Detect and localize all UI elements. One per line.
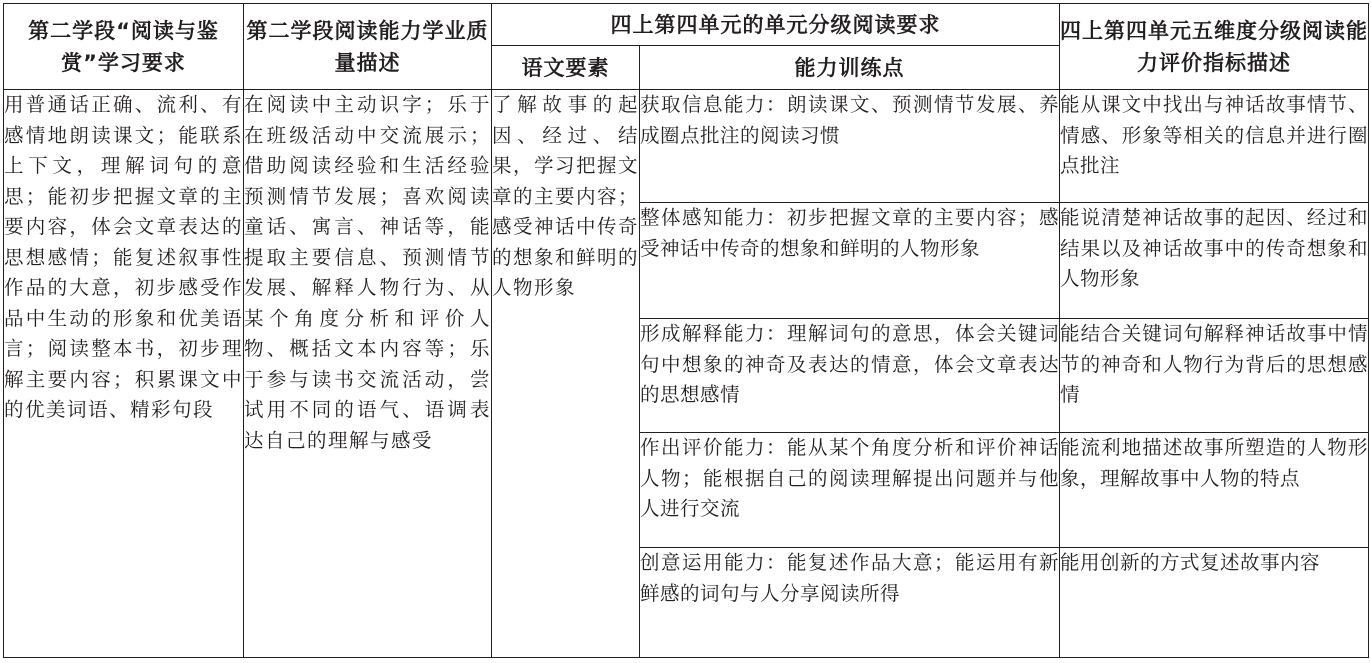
training-point-cell: 创意运用能力：能复述作品大意；能运用有新鲜感的词句与人分享阅读所得 [640, 548, 1060, 658]
header-unit-reading-requirements: 四上第四单元的单元分级阅读要求 [492, 4, 1060, 46]
header-learning-requirements: 第二学段“阅读与鉴赏”学习要求 [4, 4, 244, 90]
indicator-cell: 能结合关键词句解释神话故事中情节的神奇和人物行为背后的思想感情 [1060, 319, 1369, 433]
header-language-elements: 语文要素 [492, 46, 640, 90]
indicator-cell: 能说清楚神话故事的起因、经过和结果以及神话故事中的传奇想象和人物形象 [1060, 203, 1369, 319]
page [0, 3, 1371, 663]
header-training-points: 能力训练点 [640, 46, 1060, 90]
training-point-cell: 形成解释能力：理解词句的意思，体会关键词句中想象的神奇及表达的情意，体会文章表达的思想感情 [640, 319, 1060, 433]
training-point-cell: 作出评价能力：能从某个角度分析和评价神话人物；能根据自己的阅读理解提出问题并与他人进行交流 [640, 433, 1060, 548]
reading-requirements-table [3, 3, 1369, 658]
header-quality-description: 第二学段阅读能力学业质量描述 [244, 4, 492, 90]
training-point-cell: 获取信息能力：朗读课文、预测情节发展、养成圈点批注的阅读习惯 [640, 90, 1060, 203]
quality-description-cell: 在阅读中主动识字；乐于在班级活动中交流展示；借助阅读经验和生活经验预测情节发展；喜欢阅读童话、寓言、神话等，能提取主要信息、预测情节发展、解释人物行为、从某个角度分析和评价人物、概括文本内容等；乐于参与读书交流活动，尝试用不同的语气、语调表达自己的理解与感受 [244, 90, 492, 658]
indicator-cell: 能用创新的方式复述故事内容 [1060, 548, 1369, 658]
training-point-cell: 整体感知能力：初步把握文章的主要内容；感受神话中传奇的想象和鲜明的人物形象 [640, 203, 1060, 319]
header-row-1 [4, 4, 1369, 46]
language-elements-cell: 了解故事的起因、经过、结果，学习把握文章的主要内容；感受神话中传奇的想象和鲜明的人物形象 [492, 90, 640, 658]
learning-requirements-cell: 用普通话正确、流利、有感情地朗读课文；能联系上下文，理解词句的意思；能初步把握文章的主要内容，体会文章表达的思想感情；能复述叙事性作品的大意，初步感受作品中生动的形象和优美语言；阅读整本书，初步理解主要内容；积累课文中的优美词语、精彩句段 [4, 90, 244, 658]
table-row [4, 90, 1369, 203]
header-evaluation-indicators: 四上第四单元五维度分级阅读能力评价指标描述 [1060, 4, 1369, 90]
indicator-cell: 能流利地描述故事所塑造的人物形象，理解故事中人物的特点 [1060, 433, 1369, 548]
indicator-cell: 能从课文中找出与神话故事情节、情感、形象等相关的信息并进行圈点批注 [1060, 90, 1369, 203]
